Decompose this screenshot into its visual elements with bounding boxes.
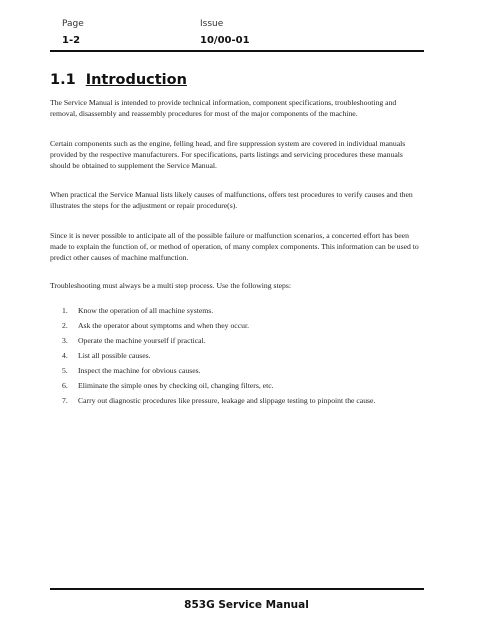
step-number: 6. [62,381,68,390]
paragraph-troubleshooting: Troubleshooting must always be a multi step process. Use the following steps: [50,281,291,290]
page-number: 1-2 [62,35,81,46]
list-item [62,303,375,318]
paragraph-malfunctions: When practical the Service Manual lists likely causes of malfunctions, offers test procedures to verify causes and then illustrates the steps for the adjustment or repair procedure(s). [50,190,413,210]
troubleshooting-steps-list [62,303,375,408]
page-label: Page [62,19,84,29]
section-heading [50,72,187,88]
section-number: 1.1 [50,72,76,88]
step-text: Carry out diagnostic procedures like pressure, leakage and slippage testing to pinpoint the cause. [78,396,376,405]
list-item [62,348,375,363]
paragraph-intro: The Service Manual is intended to provide technical information, component specifications, troubleshooting and removal, disassembly and reassembly procedures for most of the major components of the machine. [50,98,397,118]
list-item [62,378,375,393]
step-text: Know the operation of all machine systems. [78,306,214,315]
step-text: Ask the operator about symptoms and when they occur. [78,321,250,330]
step-text: List all possible causes. [78,351,151,360]
step-number: 5. [62,366,68,375]
issue-value: 10/00-01 [200,35,250,46]
step-number: 3. [62,336,68,345]
paragraph-components: Certain components such as the engine, felling head, and fire suppression system are covered in individual manuals provided by the respective manufacturers. For specifications, parts listings and servicing procedures these manuals should be obtained to supplement the Service Manual. [50,139,406,170]
section-title: Introduction [85,72,187,88]
step-text: Inspect the machine for obvious causes. [78,366,201,375]
step-text: Operate the machine yourself if practical. [78,336,206,345]
footer-title: 853G Service Manual [184,599,309,611]
issue-label: Issue [200,19,224,29]
paragraph-scenarios: Since it is never possible to anticipate all of the possible failure or malfunction scenarios, a concerted effort has been made to explain the function of, or method of operation, of many complex components. This information can be used to predict other causes of machine malfunction. [50,231,419,262]
step-number: 4. [62,351,68,360]
list-item [62,393,375,408]
footer-rule [50,588,424,590]
step-number: 2. [62,321,68,330]
step-number: 1. [62,306,68,315]
list-item [62,363,375,378]
list-item [62,333,375,348]
list-item [62,318,375,333]
header-rule [50,50,424,52]
step-text: Eliminate the simple ones by checking oil, changing filters, etc. [78,381,274,390]
step-number: 7. [62,396,68,405]
